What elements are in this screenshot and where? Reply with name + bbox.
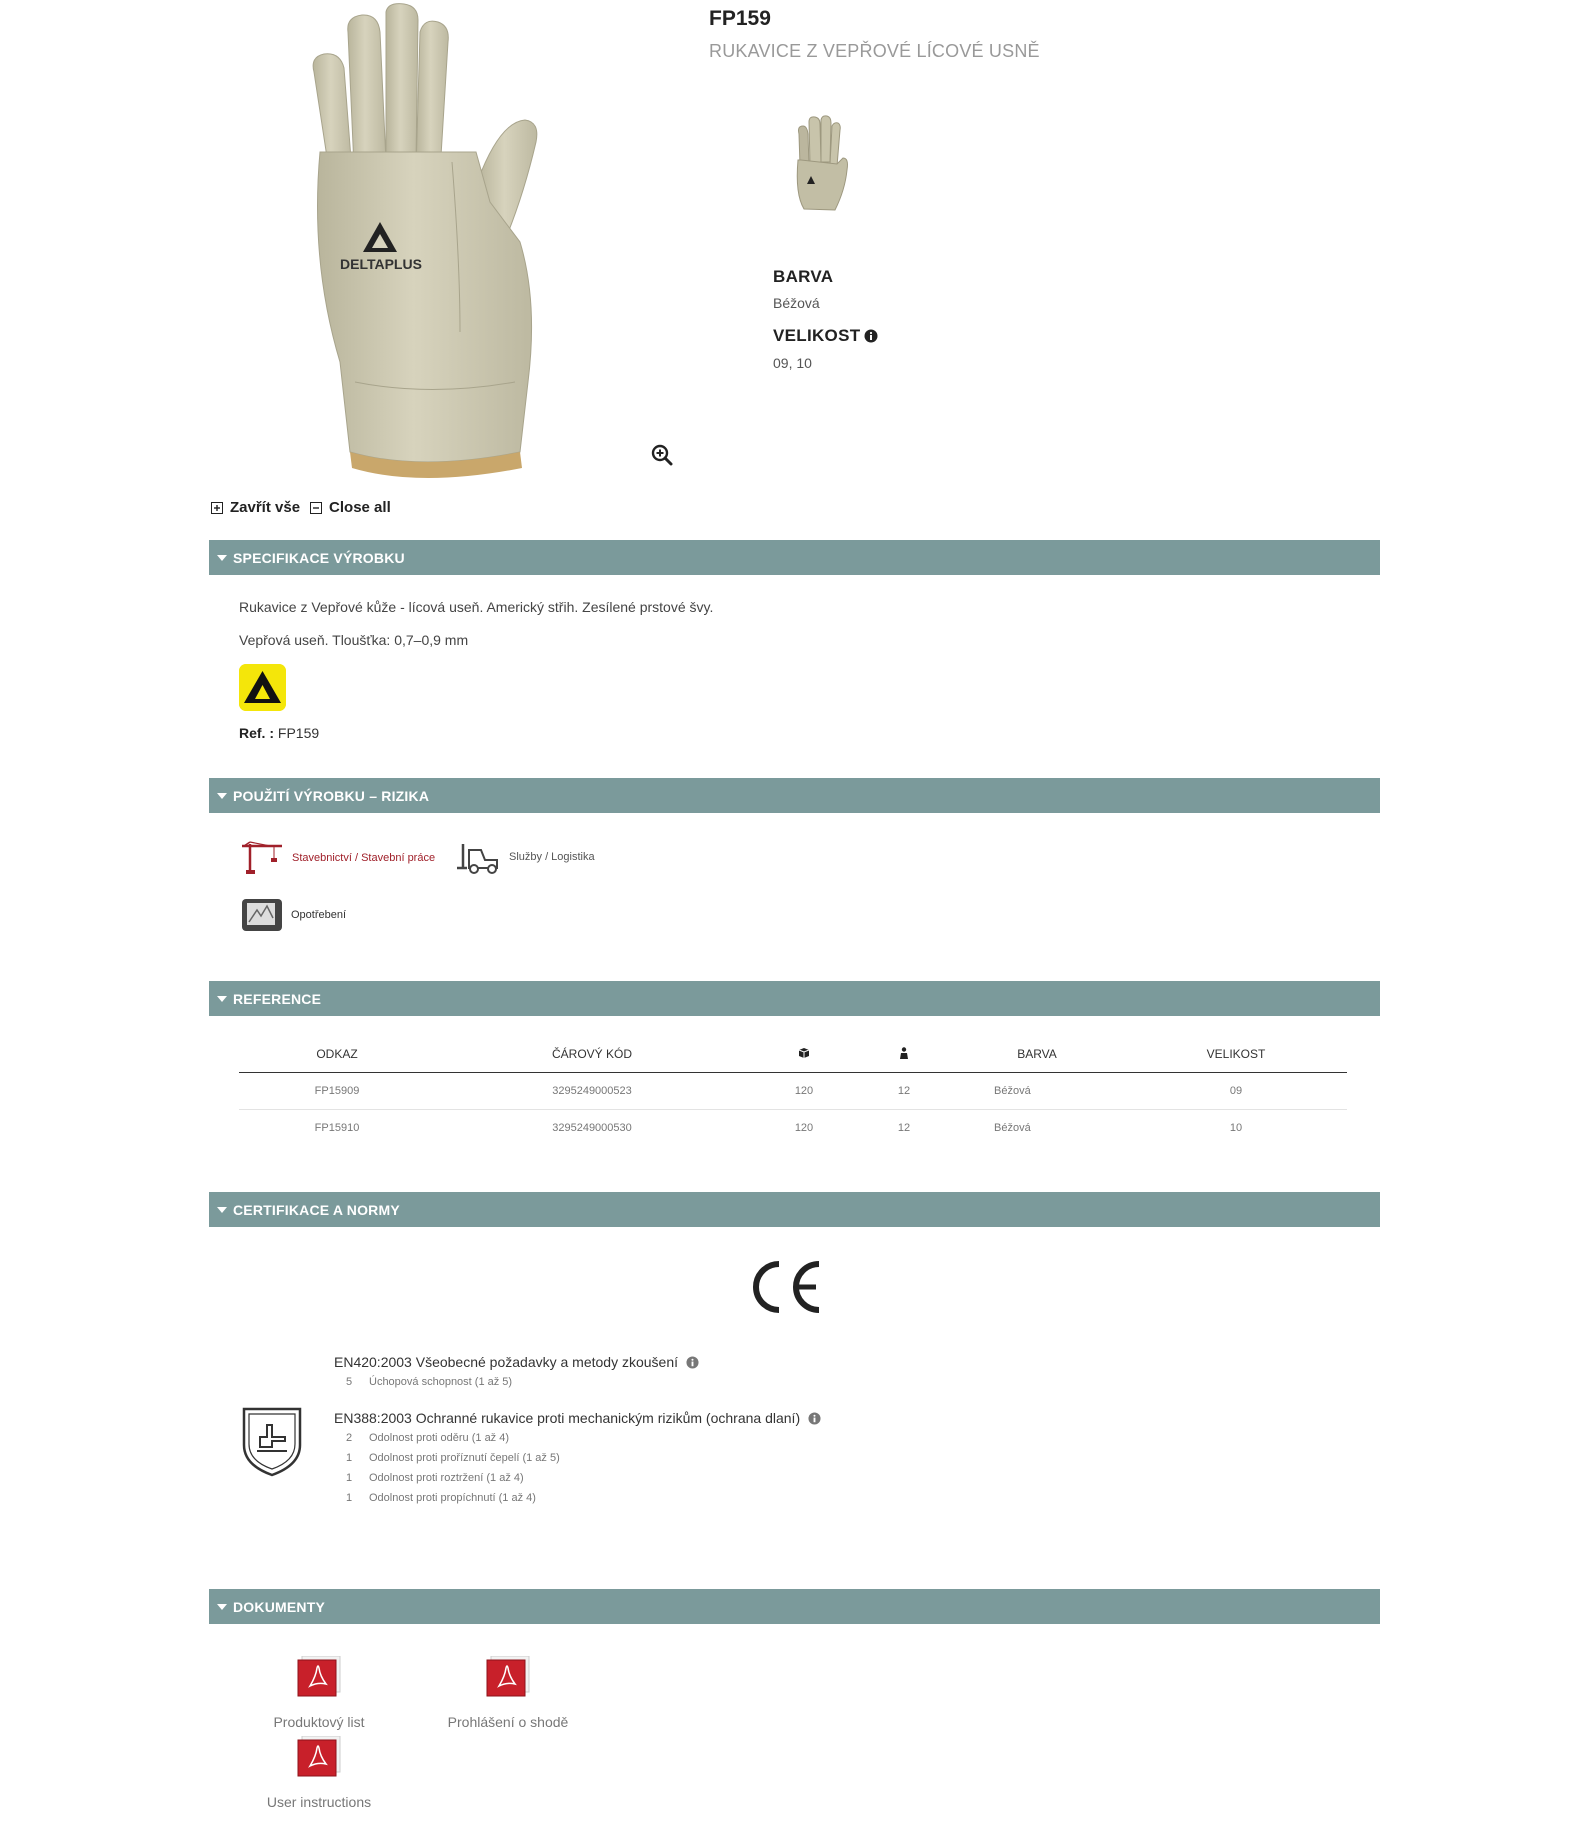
usage-item-wear[interactable]	[241, 898, 346, 932]
norm-score: 1	[346, 1452, 353, 1464]
caret-down-icon	[217, 793, 227, 799]
document-label: User instructions	[266, 1794, 372, 1810]
document-user-instructions[interactable]	[244, 1736, 394, 1810]
crane-icon	[240, 840, 284, 876]
norm-score-row	[346, 1452, 560, 1464]
table-header-row	[239, 1037, 1347, 1072]
spec-material: Vepřová useň. Tloušťka: 0,7–0,9 mm	[239, 632, 469, 648]
col-person	[859, 1037, 949, 1072]
ref-label: Ref. :	[239, 725, 274, 741]
pdf-icon	[485, 1656, 531, 1698]
color-value: Béžová	[773, 295, 820, 311]
cell-box-qty: 120	[749, 1072, 859, 1109]
caret-down-icon	[217, 1207, 227, 1213]
product-code: FP159	[709, 7, 771, 30]
usage-item-construction[interactable]	[240, 840, 435, 876]
norm-en420-title	[334, 1354, 699, 1370]
section-title: POUŽITÍ VÝROBKU – RIZIKA	[233, 787, 430, 804]
cell-pack-qty: 12	[897, 1121, 911, 1134]
document-declaration[interactable]	[433, 1656, 583, 1730]
cell-odkaz: FP15910	[314, 1121, 360, 1134]
norm-score: 5	[346, 1376, 353, 1388]
caret-down-icon	[217, 555, 227, 561]
cell-color: Béžová	[994, 1121, 1031, 1134]
product-thumbnail[interactable]	[791, 114, 851, 214]
section-title: REFERENCE	[233, 990, 322, 1007]
norm-title-text: EN388:2003 Ochranné rukavice proti mechanickým rizikům (ochrana dlaní)	[334, 1410, 801, 1426]
col-barcode: ČÁROVÝ KÓD	[435, 1037, 749, 1072]
info-icon[interactable]	[686, 1356, 699, 1369]
norm-label: Odolnost proti oděru (1 až 4)	[369, 1432, 510, 1444]
document-label: Prohlášení o shodě	[447, 1714, 569, 1730]
table-row[interactable]	[239, 1109, 1347, 1146]
norm-label: Odolnost proti propíchnutí (1 až 4)	[369, 1492, 536, 1504]
norm-score: 1	[346, 1472, 353, 1484]
cell-size: 09	[1125, 1072, 1347, 1109]
glove-brand-text: DELTAPLUS	[340, 256, 422, 272]
col-odkaz: ODKAZ	[239, 1037, 435, 1072]
norm-score: 1	[346, 1492, 353, 1504]
norm-title-text: EN420:2003 Všeobecné požadavky a metody zkoušení	[334, 1354, 679, 1370]
norm-score-row	[346, 1472, 524, 1484]
deltaplus-logo-icon	[239, 664, 286, 711]
cell-barcode: 3295249000530	[552, 1121, 632, 1134]
norm-score-row	[346, 1492, 536, 1504]
person-icon	[899, 1047, 909, 1059]
product-main-image	[300, 2, 600, 480]
ref-value: FP159	[277, 725, 320, 741]
ce-mark-icon	[748, 1260, 822, 1314]
collapse-all-label: Close all	[329, 499, 391, 516]
usage-label: Stavebnictví / Stavební práce	[292, 852, 436, 864]
usage-label: Služby / Logistika	[509, 851, 595, 863]
section-header-documents[interactable]	[209, 1589, 1380, 1624]
cell-box-qty: 120	[794, 1121, 814, 1134]
reference-table	[239, 1037, 1347, 1146]
accordion-toggles	[211, 499, 401, 516]
norm-label: Odolnost proti roztržení (1 až 4)	[369, 1472, 524, 1484]
box-icon	[798, 1047, 810, 1059]
size-value: 09, 10	[773, 355, 812, 371]
forklift-icon	[457, 840, 501, 874]
spec-reference	[239, 725, 319, 741]
info-icon[interactable]	[864, 329, 878, 343]
usage-label: Opotřebení	[291, 909, 347, 921]
document-label: Produktový list	[273, 1714, 365, 1730]
color-label: BARVA	[773, 267, 834, 286]
size-label: VELIKOST	[773, 326, 861, 345]
mechanical-risk-shield-icon	[241, 1405, 303, 1477]
section-header-usage[interactable]	[209, 778, 1380, 813]
norm-label: Úchopová schopnost (1 až 5)	[369, 1376, 513, 1388]
col-color: BARVA	[949, 1037, 1125, 1072]
table-row[interactable]	[239, 1072, 1347, 1109]
pdf-icon	[296, 1656, 342, 1698]
cell-color: Béžová	[949, 1072, 1125, 1109]
expand-all-label: Zavřít vše	[230, 499, 301, 516]
section-header-spec[interactable]	[209, 540, 1380, 575]
spec-description: Rukavice z Vepřové kůže - lícová useň. Americký střih. Zesílené prstové švy.	[239, 599, 714, 615]
product-subtitle: RUKAVICE Z VEPŘOVÉ LÍCOVÉ USNĚ	[709, 41, 1040, 61]
norm-en388-title	[334, 1410, 821, 1426]
zoom-icon[interactable]	[651, 444, 673, 466]
cell-barcode: 3295249000523	[435, 1072, 749, 1109]
norm-score-row	[346, 1432, 509, 1444]
caret-down-icon	[217, 996, 227, 1002]
section-title: CERTIFIKACE A NORMY	[233, 1201, 400, 1218]
collapse-all-button[interactable]	[310, 499, 391, 516]
pdf-icon	[296, 1736, 342, 1778]
wear-icon	[241, 898, 283, 932]
section-header-certification[interactable]	[209, 1192, 1380, 1227]
usage-item-logistics[interactable]	[457, 840, 595, 874]
col-box	[749, 1037, 859, 1072]
minus-square-icon	[310, 502, 322, 514]
norm-score-row	[346, 1376, 512, 1388]
cell-pack-qty: 12	[859, 1072, 949, 1109]
size-label-row	[773, 326, 878, 346]
info-icon[interactable]	[808, 1412, 821, 1425]
norm-label: Odolnost proti proříznutí čepelí (1 až 5)	[369, 1452, 560, 1464]
document-product-sheet[interactable]	[244, 1656, 394, 1730]
cell-odkaz: FP15909	[239, 1072, 435, 1109]
caret-down-icon	[217, 1604, 227, 1610]
expand-all-button[interactable]	[211, 499, 300, 516]
norm-score: 2	[346, 1432, 353, 1444]
section-title: SPECIFIKACE VÝROBKU	[233, 549, 405, 566]
plus-square-icon	[211, 502, 223, 514]
col-size: VELIKOST	[1125, 1037, 1347, 1072]
section-title: DOKUMENTY	[233, 1598, 326, 1615]
section-header-reference[interactable]	[209, 981, 1380, 1016]
cell-size: 10	[1229, 1121, 1243, 1134]
